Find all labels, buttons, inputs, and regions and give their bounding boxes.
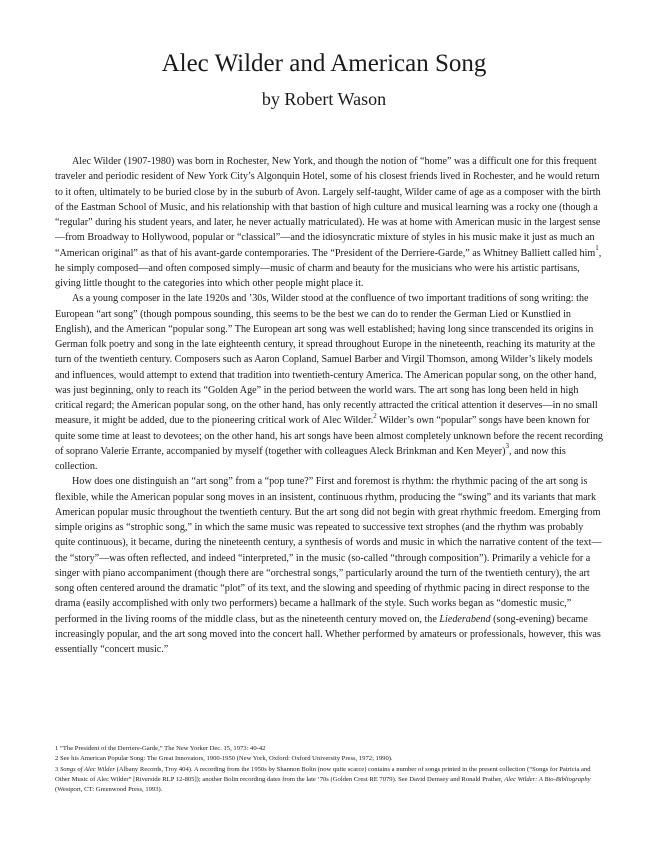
footnote-1: 1 “The President of the Derriere-Garde,” The New Yorker Dec. 15, 1973: 40-42 [55, 745, 266, 752]
paragraph-3-italic-term: Liederabend [439, 613, 491, 625]
footnote-ref-3: 3 [505, 442, 509, 451]
footnote-2: 2 See his American Popular Song: The Great Innovators, 1900-1950 (New York, Oxford: Oxford University Press, 1972; 1990). [55, 755, 393, 763]
article-body [55, 154, 605, 657]
footnotes [55, 744, 605, 795]
footnote-3-italic-title: Songs of Alec Wilder [59, 765, 115, 773]
footnote-3-text-a: (Albany Records, Troy 404). A recording from the 1950s by Shannon Bolin (now quite scarce) contains a number of songs printed in the present collection (“Songs for Patricia and Other Music of Alec Wilder” [Riverside RLP 12-805]); another Bolin recording dates from the late ’70s (Golden Crest RE 7079). See David Demsey and Ronald Prather, [55, 765, 591, 783]
footnote-3-italic-book: Alec Wilder: A Bio-Bibliography [504, 775, 591, 783]
document-title: Alec Wilder and American Song [161, 50, 487, 77]
footnote-3 [55, 765, 605, 796]
paragraph-2-text-b: Wilder’s own “popular” songs have been known for quite some time at least to devotees; on the other hand, his art songs have been almost completely unknown before the recent recording of soprano Valerie Errante, accompanied by myself (together with colleagues Aleck Brinkman and Ken Meyer) [55, 415, 603, 457]
paragraph-1-text-a: Alec Wilder (1907-1980) was born in Rochester, New York, and though the notion of “home” was a difficult one for this frequent traveler and periodic resident of New York City’s Algonquin Hotel, some of his closest friends lived in Rochester, and he would return to it often, ultimately to be buried close by in the suburb of Avon. Largely self-taught, Wilder came of age as a composer with the birth of the Eastman School of Music, and his relationship with that bastion of high culture and musical learning was a rocky one (though a “regular” during his student years, and later, he never actually matriculated). He was at home with American music in the largest sense—from Broadway to Hollywood, popular or “classical”—and the idiosyncratic mixture of styles in his music make it just as much an “American original” as that of his avant-garde contemporaries. The “President of the Derriere-Garde,” as Whitney Balliett called him [55, 156, 601, 259]
paragraph-3-text-a: How does one distinguish an “art song” from a “pop tune?” First and foremost is rhythm: the rhythmic pacing of the art song is flexible, while the American popular song moves in an insistent, continuous rhythm, producing the “swing” and its variants that mark American popular music throughout the twentieth century. But the art song did not begin with great rhythmic freedom. Emerging from simple origins as “strophic song,” in which the same music was repeated to successive text strophes (and the rhythm was probably quite continuous), it became, during the nineteenth century, a synthesis of words and music in which the narrative content of the text—the “story”—was often reflected, and indeed “interpreted,” in the music (so-called “through composition”). Primarily a vehicle for a singer with piano accompaniment (though there are “orchestral songs,” particularly around the turn of the twentieth century), the art song often centered around the dramatic “plot” of its text, and the slowing and speeding of rhythmic pacing in direct response to the drama (easily accomplished with only two performers) became a hallmark of the style. Such works began as “domestic music,” performed in the living rooms of the middle class, but as the nineteenth century moved on, the [55, 476, 602, 625]
paragraph-1 [55, 154, 605, 291]
paragraph-3 [55, 474, 605, 657]
footnote-ref-2: 2 [373, 411, 377, 420]
footnote-3-text-b: (Westport, CT: Greenwood Press, 1993). [55, 786, 163, 794]
paragraph-2-text-a: As a young composer in the late 1920s and ’30s, Wilder stood at the confluence of two important traditions of song writing: the European “art song” (though pompous sounding, this seems to be the best we can do to render the German Lied or Kunstlied in English), and the American “popular song.” The European art song was well established; having long since transcended its origins in German folk poetry and song in the late eighteenth century, it spread throughout Europe in the nineteenth, reaching its maturity at the turn of the twentieth century. Composers such as Aaron Copland, Samuel Barber and Virgil Thomson, among Wilder’s likely models and influences, would attempt to extend that tradition into twentieth-century America. The American popular song, on the other hand, was just beginning, only to reach its “Golden Age” in the period between the world wars. The art song has long been held in high critical regard; the American popular song, on the other hand, has only recently attracted the critical attention it deserves—in no small measure, it might be added, due to the pioneering critical work of Alec Wilder. [55, 293, 598, 427]
footnote-3-number: 3 [55, 765, 60, 773]
paragraph-2 [55, 291, 605, 474]
paragraph-3-text-b: (song-evening) became increasingly popular, and the art song moved into the concert hall. Whether performed by amateurs or professionals, however, this was essentially “concert music.” [55, 613, 601, 655]
footnote-ref-1: 1 [595, 244, 599, 253]
paragraph-2-text-c: , and now this collection. [55, 445, 566, 472]
author-byline: by Robert Wason [261, 89, 387, 109]
paragraph-1-text-b: , he simply composed—and often composed simply—music of charm and beauty for the musicians who were his artistic partisans, giving little thought to the categories into which other people might place it. [55, 247, 602, 289]
